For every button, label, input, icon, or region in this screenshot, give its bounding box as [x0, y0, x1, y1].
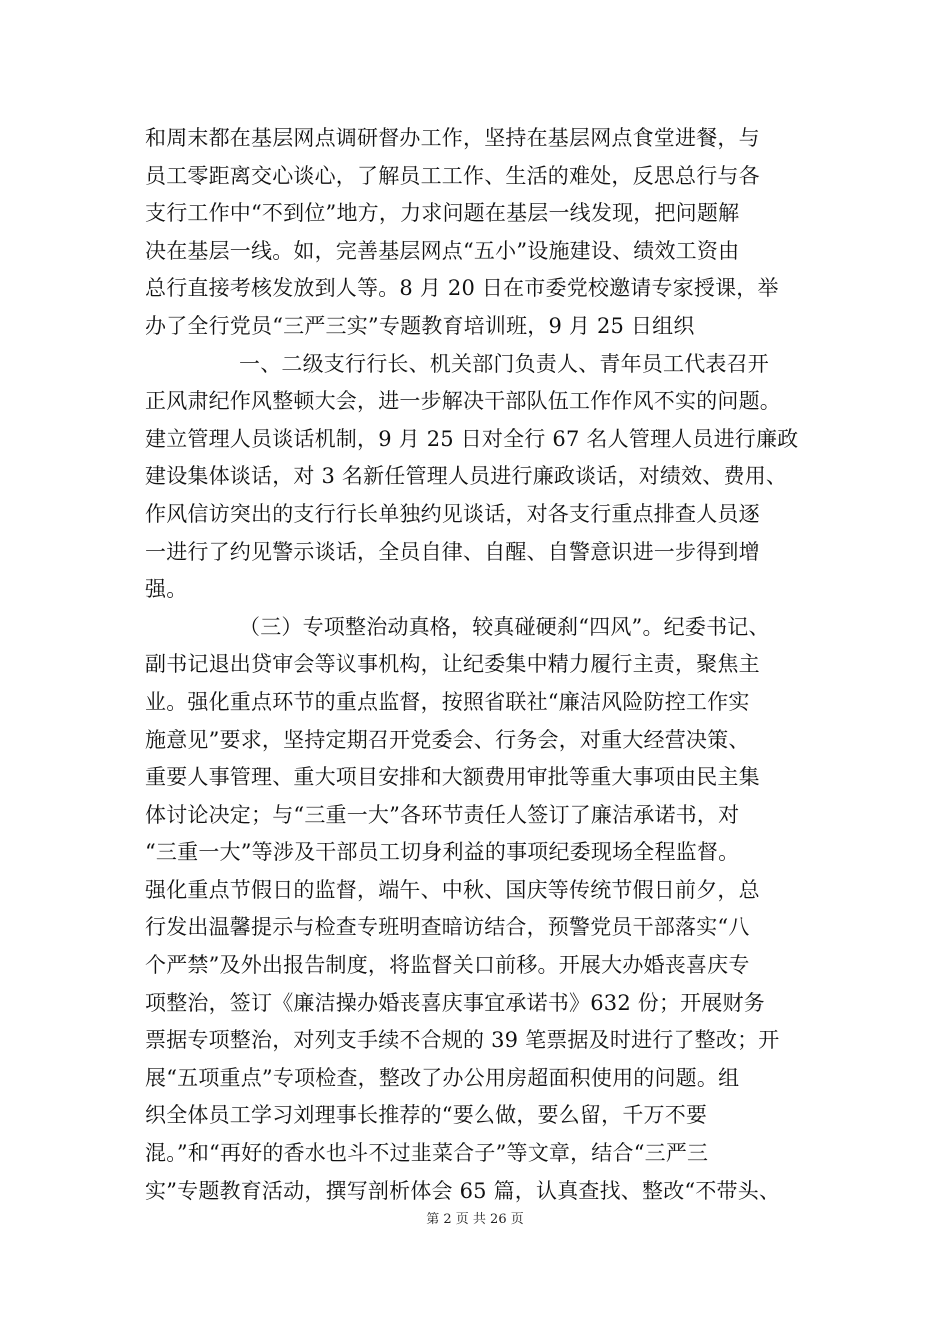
- text-line: 作风信访突出的支行行长单独约见谈话，对各支行重点排查人员逐: [145, 501, 760, 526]
- text-line: 实”专题教育活动，撰写剖析体会 65 篇，认真查找、整改“不带头、: [145, 1178, 781, 1203]
- text-line: 副书记退出贷审会等议事机构，让纪委集中精力履行主责，聚焦主: [145, 652, 760, 677]
- text-line: 办了全行党员“三严三实”专题教育培训班，9 月 25 日组织: [145, 313, 695, 338]
- text-line: 强化重点节假日的监督，端午、中秋、国庆等传统节假日前夕，总: [145, 877, 760, 902]
- text-line: 决在基层一线。如，完善基层网点“五小”设施建设、绩效工资由: [145, 238, 740, 263]
- text-line: 总行直接考核发放到人等。8 月 20 日在市委党校邀请专家授课，举: [145, 276, 779, 301]
- text-line: 项整治，签订《廉洁操办婚丧喜庆事宜承诺书》632 份；开展财务: [145, 990, 765, 1015]
- body-text: [145, 120, 825, 1210]
- text-line: 建设集体谈话，对 3 名新任管理人员进行廉政谈话，对绩效、费用、: [145, 464, 788, 489]
- text-line: 员工零距离交心谈心，了解员工工作、生活的难处，反思总行与各: [145, 163, 760, 188]
- text-line: “三重一大”等涉及干部员工切身利益的事项纪委现场全程监督。: [145, 840, 740, 865]
- text-line: 建立管理人员谈话机制，9 月 25 日对全行 67 名人管理人员进行廉政: [145, 426, 799, 451]
- text-line: 支行工作中“不到位”地方，力求问题在基层一线发现，把问题解: [145, 201, 740, 226]
- text-line: 和周末都在基层网点调研督办工作，坚持在基层网点食堂进餐，与: [145, 126, 760, 150]
- text-line: 一、二级支行行长、机关部门负责人、青年员工代表召开: [239, 351, 769, 376]
- text-line: 一进行了约见警示谈话，全员自律、自醒、自警意识进一步得到增: [145, 539, 760, 564]
- text-line: 展“五项重点”专项检查，整改了办公用房超面积使用的问题。组: [145, 1065, 740, 1090]
- text-line: 织全体员工学习刘理事长推荐的“要么做，要么留，千万不要: [145, 1103, 708, 1128]
- text-line: 正风肃纪作风整顿大会，进一步解决干部队伍工作作风不实的问题。: [145, 389, 781, 414]
- text-line: 票据专项整治，对列支手续不合规的 39 笔票据及时进行了整改；开: [145, 1028, 780, 1053]
- text-line: 个严禁”及外出报告制度，将监督关口前移。开展大办婚丧喜庆专: [145, 953, 750, 978]
- text-line: 体讨论决定；与“三重一大”各环节责任人签订了廉洁承诺书，对: [145, 802, 740, 827]
- page-number-footer: 第 2 页 共 26 页: [426, 1212, 524, 1227]
- section-heading-line: （三）专项整治动真格，较真碰硬刹“四风”。纪委书记、: [239, 614, 770, 639]
- text-line: 施意见”要求，坚持定期召开党委会、行务会，对重大经营决策、: [145, 727, 750, 752]
- text-line: 行发出温馨提示与检查专班明查暗访结合，预警党员干部落实“八: [145, 915, 750, 940]
- text-line: 强。: [145, 577, 188, 602]
- text-line: 业。强化重点环节的重点监督，按照省联社“廉洁风险防控工作实: [145, 689, 750, 714]
- text-line: 重要人事管理、重大项目安排和大额费用审批等重大事项由民主集: [145, 765, 760, 790]
- text-line: 混。”和“再好的香水也斗不过韭菜合子”等文章，结合“三严三: [145, 1141, 709, 1166]
